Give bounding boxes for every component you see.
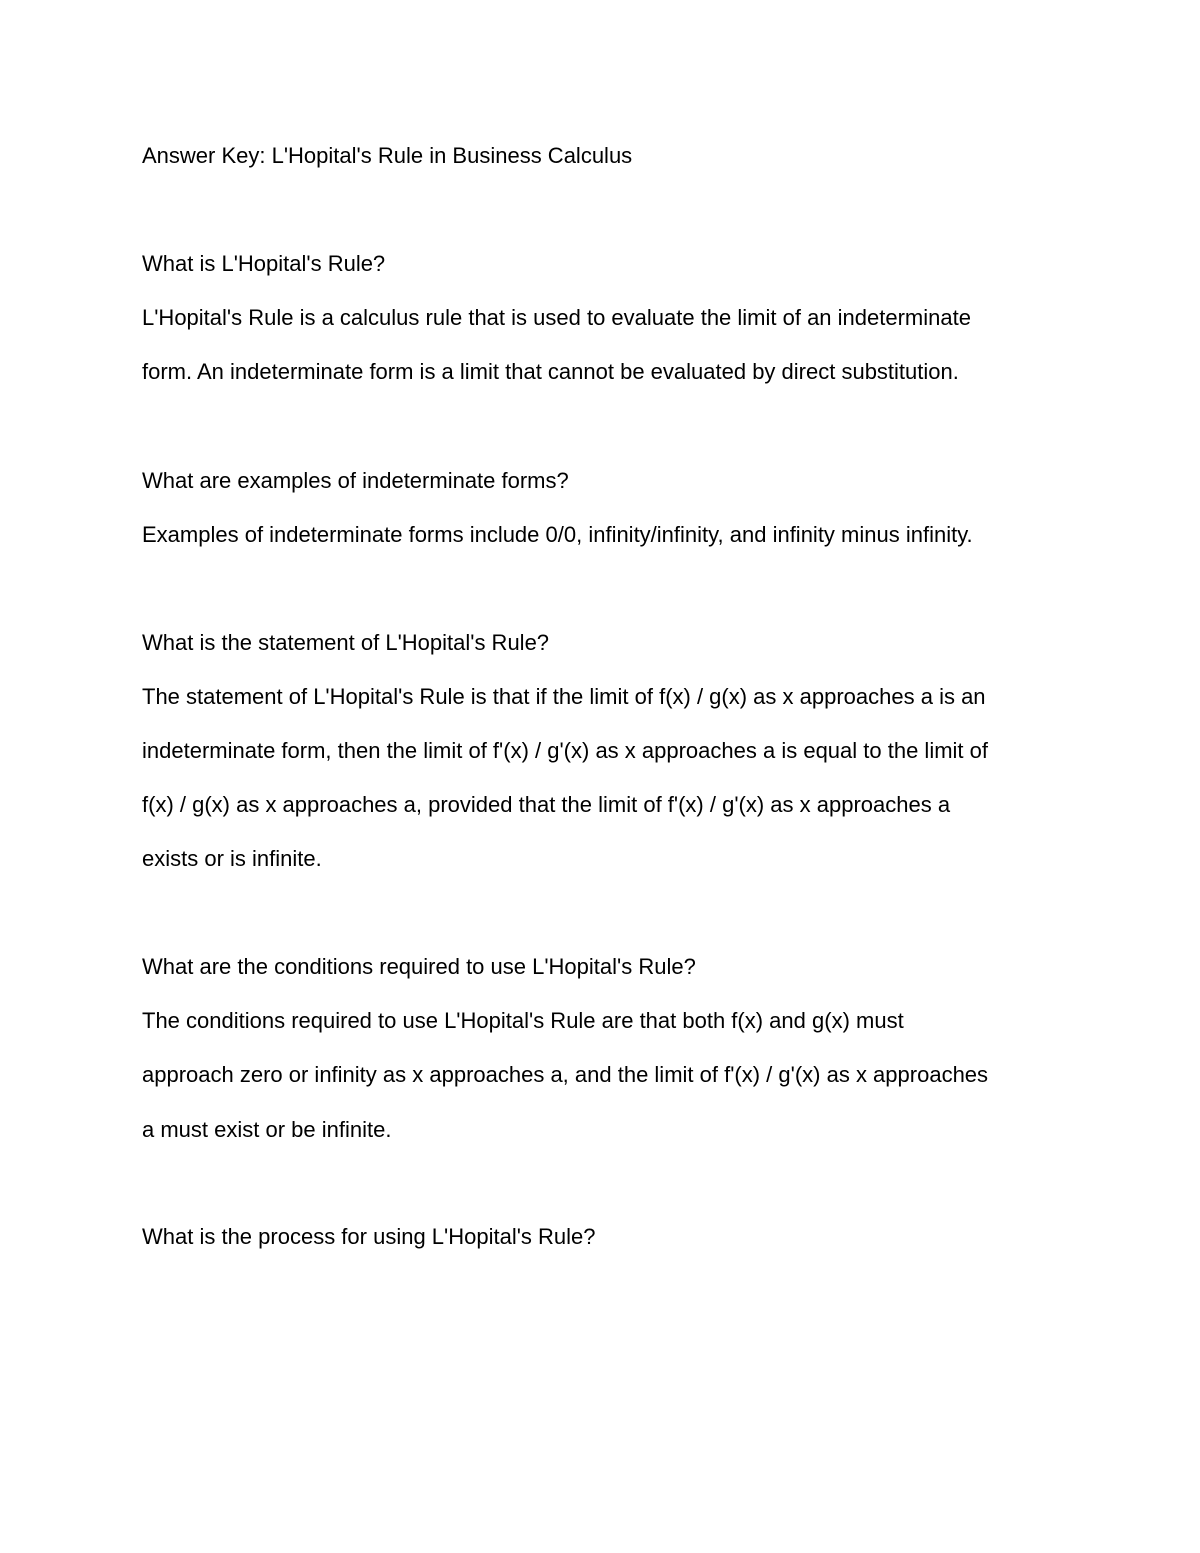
document-title: Answer Key: L'Hopital's Rule in Business Calculus bbox=[142, 143, 633, 168]
answer-line: a must exist or be infinite. bbox=[142, 1117, 392, 1142]
question-heading: What is the process for using L'Hopital's Rule? bbox=[142, 1224, 596, 1249]
answer-line: Examples of indeterminate forms include 0/0, infinity/infinity, and infinity minus infinity. bbox=[142, 522, 973, 547]
answer-line: f(x) / g(x) as x approaches a, provided that the limit of f'(x) / g'(x) as x approaches a bbox=[142, 792, 951, 817]
question-heading: What are the conditions required to use L'Hopital's Rule? bbox=[142, 954, 696, 979]
answer-line: form. An indeterminate form is a limit that cannot be evaluated by direct substitution. bbox=[142, 359, 959, 384]
answer-line: L'Hopital's Rule is a calculus rule that is used to evaluate the limit of an indeterminate bbox=[142, 305, 971, 330]
answer-line: approach zero or infinity as x approaches a, and the limit of f'(x) / g'(x) as x approaches bbox=[142, 1062, 989, 1087]
question-heading: What are examples of indeterminate forms? bbox=[142, 468, 569, 493]
answer-line: The conditions required to use L'Hopital's Rule are that both f(x) and g(x) must bbox=[142, 1008, 904, 1033]
question-heading: What is the statement of L'Hopital's Rule? bbox=[142, 630, 550, 655]
question-heading: What is L'Hopital's Rule? bbox=[142, 251, 386, 276]
answer-line: The statement of L'Hopital's Rule is that if the limit of f(x) / g(x) as x approaches a is an bbox=[142, 684, 986, 709]
answer-line: indeterminate form, then the limit of f'(x) / g'(x) as x approaches a is equal to the limit of bbox=[142, 738, 988, 763]
answer-line: exists or is infinite. bbox=[142, 846, 322, 871]
